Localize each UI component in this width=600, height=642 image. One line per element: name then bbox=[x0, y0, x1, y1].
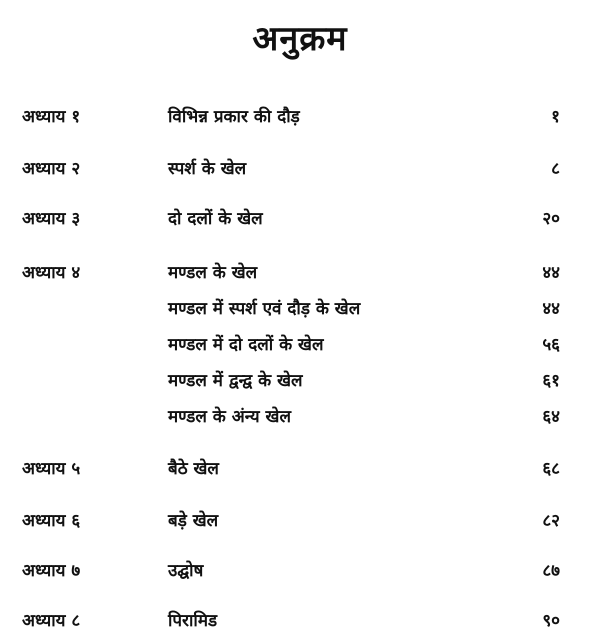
chapter-label: अध्याय ७ bbox=[22, 561, 81, 581]
toc-subrow bbox=[0, 368, 600, 396]
topic-title: बैठे खेल bbox=[168, 459, 219, 479]
toc-subrow bbox=[0, 404, 600, 432]
page-number: ८ bbox=[551, 159, 560, 179]
topic-title: विभिन्न प्रकार की दौड़ bbox=[168, 107, 300, 127]
topic-title: स्पर्श के खेल bbox=[168, 159, 247, 179]
topic-title: मण्डल के अंन्य खेल bbox=[168, 407, 291, 427]
chapter-label: अध्याय ४ bbox=[22, 263, 81, 283]
page-number: ८७ bbox=[542, 561, 560, 581]
page-number: ५६ bbox=[542, 335, 560, 355]
page-number: ६४ bbox=[542, 407, 560, 427]
chapter-label: अध्याय १ bbox=[22, 107, 81, 127]
topic-title: उद्घोष bbox=[168, 561, 204, 581]
chapter-label: अध्याय ३ bbox=[22, 209, 81, 229]
topic-title: मण्डल में द्वन्द्व के खेल bbox=[168, 371, 303, 391]
toc-row bbox=[0, 608, 600, 636]
topic-title: मण्डल के खेल bbox=[168, 263, 258, 283]
topic-title: दो दलों के खेल bbox=[168, 209, 263, 229]
toc-row bbox=[0, 456, 600, 484]
page-number: ६८ bbox=[542, 459, 560, 479]
topic-title: मण्डल में स्पर्श एवं दौड़ के खेल bbox=[168, 299, 361, 319]
chapter-label: अध्याय ६ bbox=[22, 511, 81, 531]
page-number: ४४ bbox=[542, 299, 560, 319]
page-title: अनुक्रम bbox=[252, 19, 348, 59]
page-number: १ bbox=[551, 107, 560, 127]
toc-row bbox=[0, 260, 600, 288]
page-number: २० bbox=[542, 209, 560, 229]
chapter-label: अध्याय २ bbox=[22, 159, 81, 179]
chapter-label: अध्याय ८ bbox=[22, 611, 81, 631]
chapter-label: अध्याय ५ bbox=[22, 459, 81, 479]
page-number: ४४ bbox=[542, 263, 560, 283]
toc-row bbox=[0, 508, 600, 536]
toc-subrow bbox=[0, 332, 600, 360]
toc-row bbox=[0, 558, 600, 586]
topic-title: मण्डल में दो दलों के खेल bbox=[168, 335, 324, 355]
topic-title: पिरामिड bbox=[168, 611, 218, 631]
toc-row bbox=[0, 104, 600, 132]
page-number: ८२ bbox=[542, 511, 560, 531]
toc-row bbox=[0, 206, 600, 234]
toc-row bbox=[0, 156, 600, 184]
page-number: ६१ bbox=[542, 371, 560, 391]
topic-title: बड़े खेल bbox=[168, 511, 219, 531]
page-number: ९० bbox=[542, 611, 560, 631]
toc-subrow bbox=[0, 296, 600, 324]
